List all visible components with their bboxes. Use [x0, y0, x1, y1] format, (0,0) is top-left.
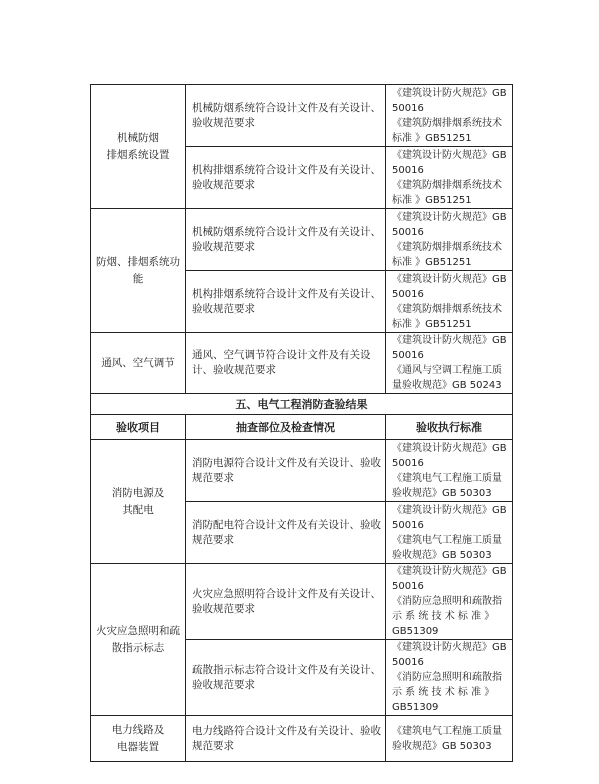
- inspection-desc-cell: 火灾应急照明符合设计文件及有关设计、验收规范要求: [186, 564, 386, 640]
- section-row: [91, 394, 513, 415]
- standard-cell: [386, 333, 513, 394]
- inspection-desc-cell: 疏散指示标志符合设计文件及有关设计、验收规范要求: [186, 640, 386, 716]
- standard-cell: [386, 564, 513, 640]
- standard-line: 50016: [392, 288, 424, 300]
- standard-line: 《建筑设计防火规范》GB: [392, 335, 507, 346]
- standard-line: 50016: [392, 457, 424, 469]
- standard-line: 《建筑设计防火规范》GB: [392, 442, 507, 454]
- inspection-desc-cell: 通风、空气调节符合设计文件及有关设计、验收规范要求: [186, 333, 386, 394]
- standard-cell: [386, 440, 513, 502]
- check-item-cell: 机械防烟 排烟系统设置: [91, 85, 186, 209]
- standard-cell: [386, 85, 513, 147]
- standard-line: 《建筑设计防火规范》GB: [392, 566, 507, 577]
- check-item-cell: 通风、空气调节: [91, 333, 186, 394]
- standard-line: 《建筑设计防火规范》GB: [392, 504, 507, 516]
- standard-line: 验收规范》GB 50303: [392, 740, 492, 752]
- check-item-cell: 电力线路及 电器装置: [91, 716, 186, 762]
- standard-line: 《建筑电气工程施工质量: [392, 725, 502, 737]
- standard-line: 《建筑防烟排烟系统技术: [392, 241, 502, 253]
- inspection-desc-cell: 消防配电符合设计文件及有关设计、验收规范要求: [186, 502, 386, 564]
- standard-line: 《建筑防烟排烟系统技术: [392, 117, 502, 129]
- standard-line: 标准 》GB51251: [392, 256, 472, 268]
- standard-line: 标准 》GB51251: [392, 318, 472, 330]
- standard-line: 示 系 统 技 术 标 准 》: [392, 687, 495, 698]
- standard-line: 50016: [392, 519, 424, 531]
- check-item-cell: 火灾应急照明和疏散指示标志: [91, 564, 186, 716]
- standard-line: 验收规范》GB 50303: [392, 487, 492, 499]
- standard-line: 《建筑防烟排烟系统技术: [392, 179, 502, 191]
- standard-line: 50016: [392, 164, 424, 176]
- inspection-desc-cell: 机构排烟系统符合设计文件及有关设计、验收规范要求: [186, 271, 386, 333]
- standard-line: 《建筑电气工程施工质量: [392, 534, 502, 546]
- standard-line: 《建筑设计防火规范》GB: [392, 87, 507, 99]
- standard-line: 《建筑设计防火规范》GB: [392, 642, 507, 653]
- standard-line: 《建筑电气工程施工质量: [392, 472, 502, 484]
- inspection-desc-cell: 机构排烟系统符合设计文件及有关设计、验收规范要求: [186, 147, 386, 209]
- section-title: 五、电气工程消防查验结果: [91, 394, 513, 415]
- standard-line: 《建筑设计防火规范》GB: [392, 149, 507, 161]
- check-item-cell: 消防电源及 其配电: [91, 440, 186, 564]
- standard-line: 《建筑设计防火规范》GB: [392, 273, 507, 285]
- header-item: 验收项目: [91, 415, 186, 440]
- standard-cell: [386, 640, 513, 716]
- table-row: [91, 440, 513, 502]
- standard-line: 《建筑设计防火规范》GB: [392, 211, 507, 223]
- table-row: [91, 564, 513, 640]
- inspection-desc-cell: 机械防烟系统符合设计文件及有关设计、验收规范要求: [186, 85, 386, 147]
- standard-line: 标准 》GB51251: [392, 132, 472, 144]
- table-row: [91, 209, 513, 271]
- inspection-desc-cell: 消防电源符合设计文件及有关设计、验收规范要求: [186, 440, 386, 502]
- header-std: 验收执行标准: [386, 415, 513, 440]
- header-row: [91, 415, 513, 440]
- standard-line: GB51309: [392, 702, 439, 713]
- inspection-table: [90, 84, 513, 762]
- standard-cell: [386, 209, 513, 271]
- header-desc: 抽查部位及检查情况: [186, 415, 386, 440]
- standard-line: 《消防应急照明和疏散指: [392, 596, 502, 607]
- standard-line: 《通风与空调工程施工质: [392, 365, 502, 376]
- standard-line: 标准 》GB51251: [392, 194, 472, 206]
- inspection-desc-cell: 机械防烟系统符合设计文件及有关设计、验收规范要求: [186, 209, 386, 271]
- standard-line: 50016: [392, 350, 424, 361]
- standard-line: GB51309: [392, 626, 439, 637]
- inspection-desc-cell: 电力线路符合设计文件及有关设计、验收规范要求: [186, 716, 386, 762]
- standard-line: 验收规范》GB 50303: [392, 549, 492, 561]
- standard-line: 50016: [392, 226, 424, 238]
- inspection-table-page: [90, 84, 512, 762]
- standard-line: 量验收规范》GB 50243: [392, 380, 502, 391]
- check-item-cell: 防烟、排烟系统功能: [91, 209, 186, 333]
- standard-line: 《消防应急照明和疏散指: [392, 672, 502, 683]
- standard-cell: [386, 271, 513, 333]
- standard-cell: [386, 716, 513, 762]
- standard-line: 50016: [392, 657, 424, 668]
- table-row: [91, 716, 513, 762]
- table-row: [91, 333, 513, 394]
- standard-cell: [386, 147, 513, 209]
- standard-line: 《建筑防烟排烟系统技术: [392, 303, 502, 315]
- table-row: [91, 85, 513, 147]
- standard-cell: [386, 502, 513, 564]
- standard-line: 50016: [392, 102, 424, 114]
- standard-line: 50016: [392, 581, 424, 592]
- standard-line: 示 系 统 技 术 标 准 》: [392, 611, 495, 622]
